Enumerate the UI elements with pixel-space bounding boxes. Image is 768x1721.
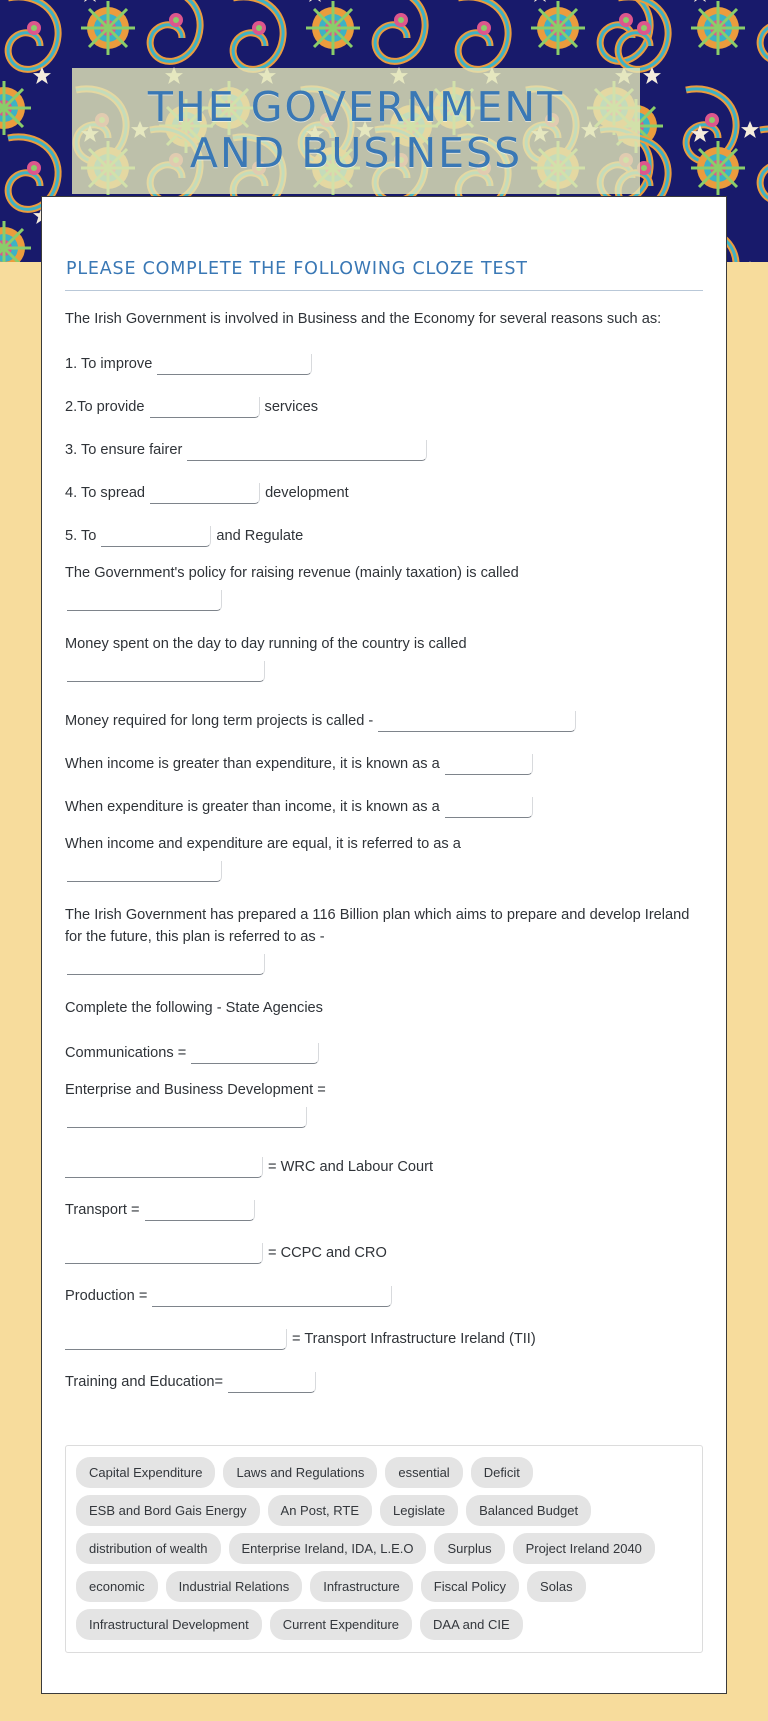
worksheet-title-line-2: AND BUSINESS [189, 129, 523, 177]
statement-current-expenditure-blank-row [65, 661, 703, 687]
word-bank-chip[interactable]: Balanced Budget [466, 1495, 591, 1526]
agency-ccpc-cro-suffix: = CCPC and CRO [268, 1245, 387, 1261]
word-bank-chip[interactable]: Capital Expenditure [76, 1457, 215, 1488]
word-bank-chip[interactable]: Deficit [471, 1457, 533, 1488]
word-bank-chip[interactable]: Surplus [434, 1533, 504, 1564]
agency-ccpc-cro-blank[interactable] [65, 1243, 263, 1264]
worksheet-sheet [41, 196, 727, 1694]
statement-fiscal-policy-blank[interactable] [67, 590, 222, 611]
question-item-3 [65, 433, 703, 461]
heading-divider [65, 290, 703, 291]
statement-surplus-text: When income is greater than expenditure, it is known as a [65, 756, 440, 772]
word-bank-chip[interactable]: Enterprise Ireland, IDA, L.E.O [229, 1533, 427, 1564]
statement-fiscal-policy: The Government's policy for raising revenue (mainly taxation) is called [65, 565, 519, 581]
word-bank-chip[interactable]: Infrastructure [310, 1571, 413, 1602]
statement-national-plan: The Irish Government has prepared a 116 Billion plan which aims to prepare and develop Ireland for the future, this plan is referred to as - [65, 907, 690, 945]
word-bank [65, 1445, 703, 1653]
question-item-4-blank[interactable] [150, 483, 260, 504]
question-item-1-label: 1. To improve [65, 356, 153, 372]
word-bank-chip[interactable]: Solas [527, 1571, 586, 1602]
word-bank-chip[interactable]: Laws and Regulations [223, 1457, 377, 1488]
agency-production-label: Production = [65, 1288, 148, 1304]
question-item-5 [65, 519, 703, 547]
agency-communications-label: Communications = [65, 1045, 187, 1061]
statement-surplus [65, 747, 703, 775]
worksheet-title-band [72, 68, 640, 194]
agency-industrial-relations-blank[interactable] [65, 1157, 263, 1178]
question-item-2-blank[interactable] [150, 397, 260, 418]
agency-tii-blank[interactable] [65, 1329, 287, 1350]
statement-capital-expenditure-blank[interactable] [378, 711, 576, 732]
question-item-3-label: 3. To ensure fairer [65, 442, 183, 458]
agency-enterprise-label: Enterprise and Business Development = [65, 1082, 326, 1098]
statement-current-expenditure-blank[interactable] [67, 661, 265, 682]
agency-ccpc-cro [65, 1236, 703, 1264]
statement-deficit-text: When expenditure is greater than income, it is known as a [65, 799, 440, 815]
agency-tii [65, 1322, 703, 1350]
statement-national-plan-blank[interactable] [67, 954, 265, 975]
agency-production [65, 1279, 703, 1307]
statement-capital-expenditure-text: Money required for long term projects is called - [65, 713, 374, 729]
statement-fiscal-policy-blank-row [65, 590, 703, 616]
intro-paragraph: The Irish Government is involved in Business and the Economy for several reasons such as: [65, 311, 662, 327]
statement-balanced-budget: When income and expenditure are equal, it is referred to as a [65, 836, 461, 852]
question-item-2-label: 2.To provide [65, 399, 145, 415]
word-bank-chip[interactable]: Industrial Relations [166, 1571, 303, 1602]
word-bank-chip[interactable]: An Post, RTE [268, 1495, 373, 1526]
question-item-2 [65, 390, 703, 418]
word-bank-chip[interactable]: Infrastructural Development [76, 1609, 262, 1640]
agency-enterprise-blank[interactable] [67, 1107, 307, 1128]
word-bank-chip[interactable]: economic [76, 1571, 158, 1602]
question-item-3-blank[interactable] [187, 440, 427, 461]
statement-deficit [65, 790, 703, 818]
statement-balanced-budget-blank-row [65, 861, 703, 887]
worksheet-title-line-1: THE GOVERNMENT [147, 83, 565, 132]
word-bank-chip[interactable]: ESB and Bord Gais Energy [76, 1495, 260, 1526]
word-bank-chip[interactable]: Fiscal Policy [421, 1571, 519, 1602]
agency-communications [65, 1036, 703, 1064]
question-item-5-blank[interactable] [101, 526, 211, 547]
statement-deficit-blank[interactable] [445, 797, 533, 818]
agency-enterprise-blank-row [65, 1107, 703, 1133]
statement-balanced-budget-blank[interactable] [67, 861, 222, 882]
word-bank-chip[interactable]: DAA and CIE [420, 1609, 523, 1640]
question-item-4 [65, 476, 703, 504]
agency-industrial-relations [65, 1150, 703, 1178]
word-bank-chip[interactable]: Project Ireland 2040 [513, 1533, 655, 1564]
agency-industrial-relations-suffix: = WRC and Labour Court [268, 1159, 434, 1175]
question-item-4-suffix: development [265, 485, 349, 501]
question-item-4-label: 4. To spread [65, 485, 146, 501]
agency-communications-blank[interactable] [191, 1043, 319, 1064]
word-bank-chip[interactable]: essential [385, 1457, 462, 1488]
question-item-2-suffix: services [264, 399, 319, 415]
question-item-5-suffix: and Regulate [216, 528, 304, 544]
statement-capital-expenditure [65, 704, 703, 732]
agency-transport-blank[interactable] [145, 1200, 255, 1221]
question-item-1 [65, 347, 703, 375]
statement-national-plan-blank-row [65, 954, 703, 980]
agency-training-education-blank[interactable] [228, 1372, 316, 1393]
agency-transport-label: Transport = [65, 1202, 140, 1218]
statement-surplus-blank[interactable] [445, 754, 533, 775]
agency-training-education [65, 1365, 703, 1393]
word-bank-chip[interactable]: distribution of wealth [76, 1533, 221, 1564]
agency-production-blank[interactable] [152, 1286, 392, 1307]
question-item-5-label: 5. To [65, 528, 97, 544]
agency-tii-suffix: = Transport Infrastructure Ireland (TII) [292, 1331, 536, 1347]
question-item-1-blank[interactable] [157, 354, 312, 375]
agency-training-education-label: Training and Education= [65, 1374, 224, 1390]
agencies-heading: Complete the following - State Agencies [65, 1000, 323, 1016]
word-bank-chip[interactable]: Current Expenditure [270, 1609, 412, 1640]
instruction-heading: PLEASE COMPLETE THE FOLLOWING CLOZE TEST [66, 259, 528, 279]
word-bank-chip[interactable]: Legislate [380, 1495, 458, 1526]
statement-current-expenditure: Money spent on the day to day running of the country is called [65, 636, 467, 652]
agency-transport [65, 1193, 703, 1221]
